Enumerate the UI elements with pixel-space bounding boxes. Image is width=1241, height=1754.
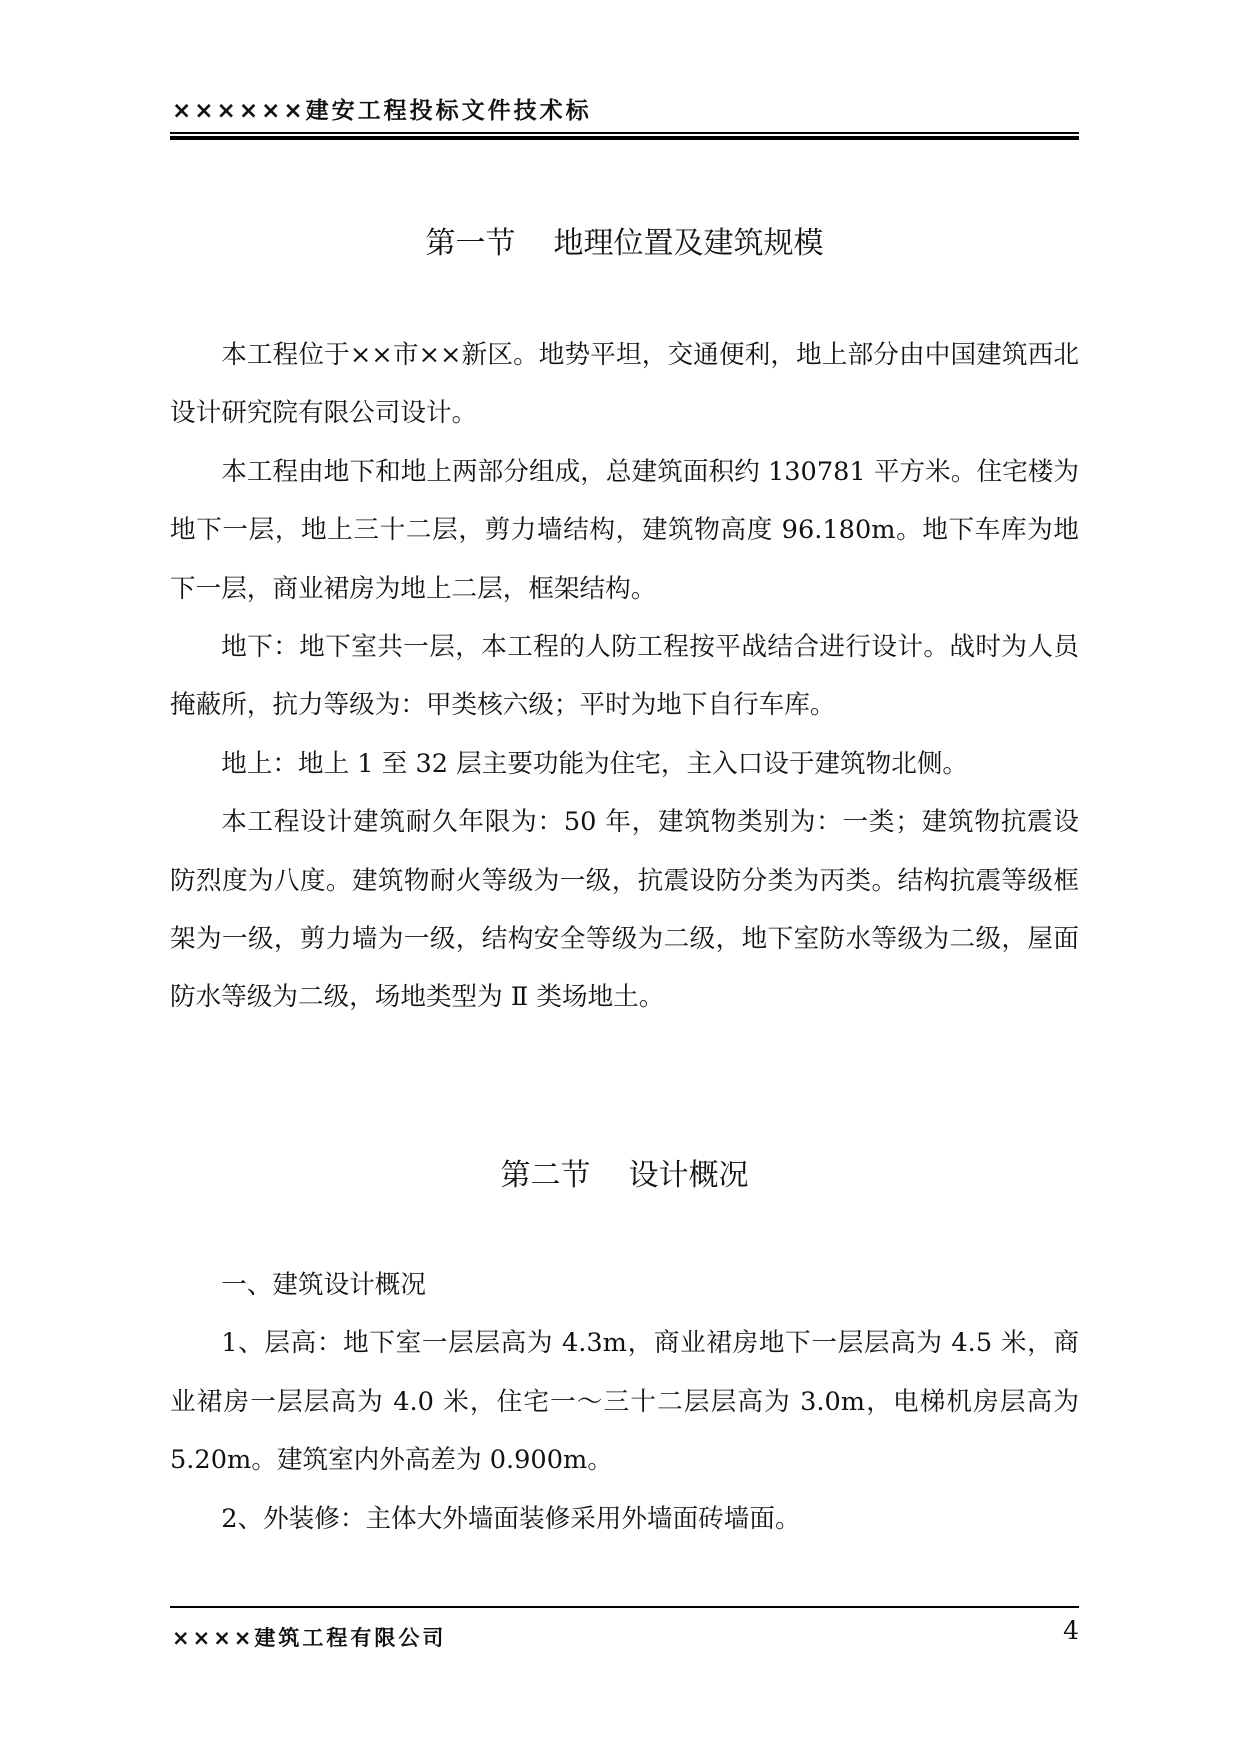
paragraph: 本工程由地下和地上两部分组成，总建筑面积约 130781 平方米。住宅楼为地下一层，地上三十二层，剪力墙结构，建筑物高度 96.180m。地下车库为地下一层，商业裙房为地上二层，框架结构。 [170, 456, 1079, 604]
paragraph: 地下：地下室共一层，本工程的人防工程按平战结合进行设计。战时为人员掩蔽所，抗力等级为：甲类核六级；平时为地下自行车库。 [170, 632, 1079, 721]
paragraph: 2、外装修：主体大外墙面装修采用外墙面砖墙面。 [221, 1503, 801, 1534]
footer-company: ××××建筑工程有限公司 [172, 1626, 447, 1650]
section-2-number: 第二节 [500, 1158, 591, 1193]
page-number: 4 [1063, 1616, 1079, 1645]
section-1-heading [170, 218, 1079, 262]
section-1-number: 第一节 [425, 226, 516, 261]
section-2-body [170, 1256, 1079, 1548]
paragraph: 一、建筑设计概况 [221, 1270, 426, 1300]
header-rule-thin [170, 132, 1079, 134]
header-rule-thick [170, 136, 1079, 140]
section-1-body [170, 326, 1079, 1027]
paragraph: 本工程位于××市××新区。地势平坦，交通便利，地上部分由中国建筑西北设计研究院有限公司设计。 [170, 340, 1079, 429]
paragraph: 1、层高：地下室一层层高为 4.3m，商业裙房地下一层层高为 4.5 米，商业裙房一层层高为 4.0 米，住宅一～三十二层层高为 3.0m，电梯机房层高为 5.20m。建筑室内外高差为 0.900m。 [170, 1328, 1079, 1476]
paragraph: 本工程设计建筑耐久年限为：50 年，建筑物类别为：一类；建筑物抗震设防烈度为八度。建筑物耐火等级为一级，抗震设防分类为丙类。结构抗震等级框架为一级，剪力墙为一级，结构安全等级为二级，地下室防水等级为二级，屋面防水等级为二级，场地类型为 Ⅱ 类场地土。 [170, 807, 1079, 1013]
paragraph: 地上：地上 1 至 32 层主要功能为住宅，主入口设于建筑物北侧。 [221, 748, 969, 779]
section-2-heading [170, 1150, 1079, 1194]
footer-rule [170, 1606, 1079, 1608]
section-1-title: 地理位置及建筑规模 [553, 226, 824, 261]
page-header-title: ××××××建安工程投标文件技术标 [172, 98, 592, 124]
section-2-title: 设计概况 [628, 1158, 749, 1193]
